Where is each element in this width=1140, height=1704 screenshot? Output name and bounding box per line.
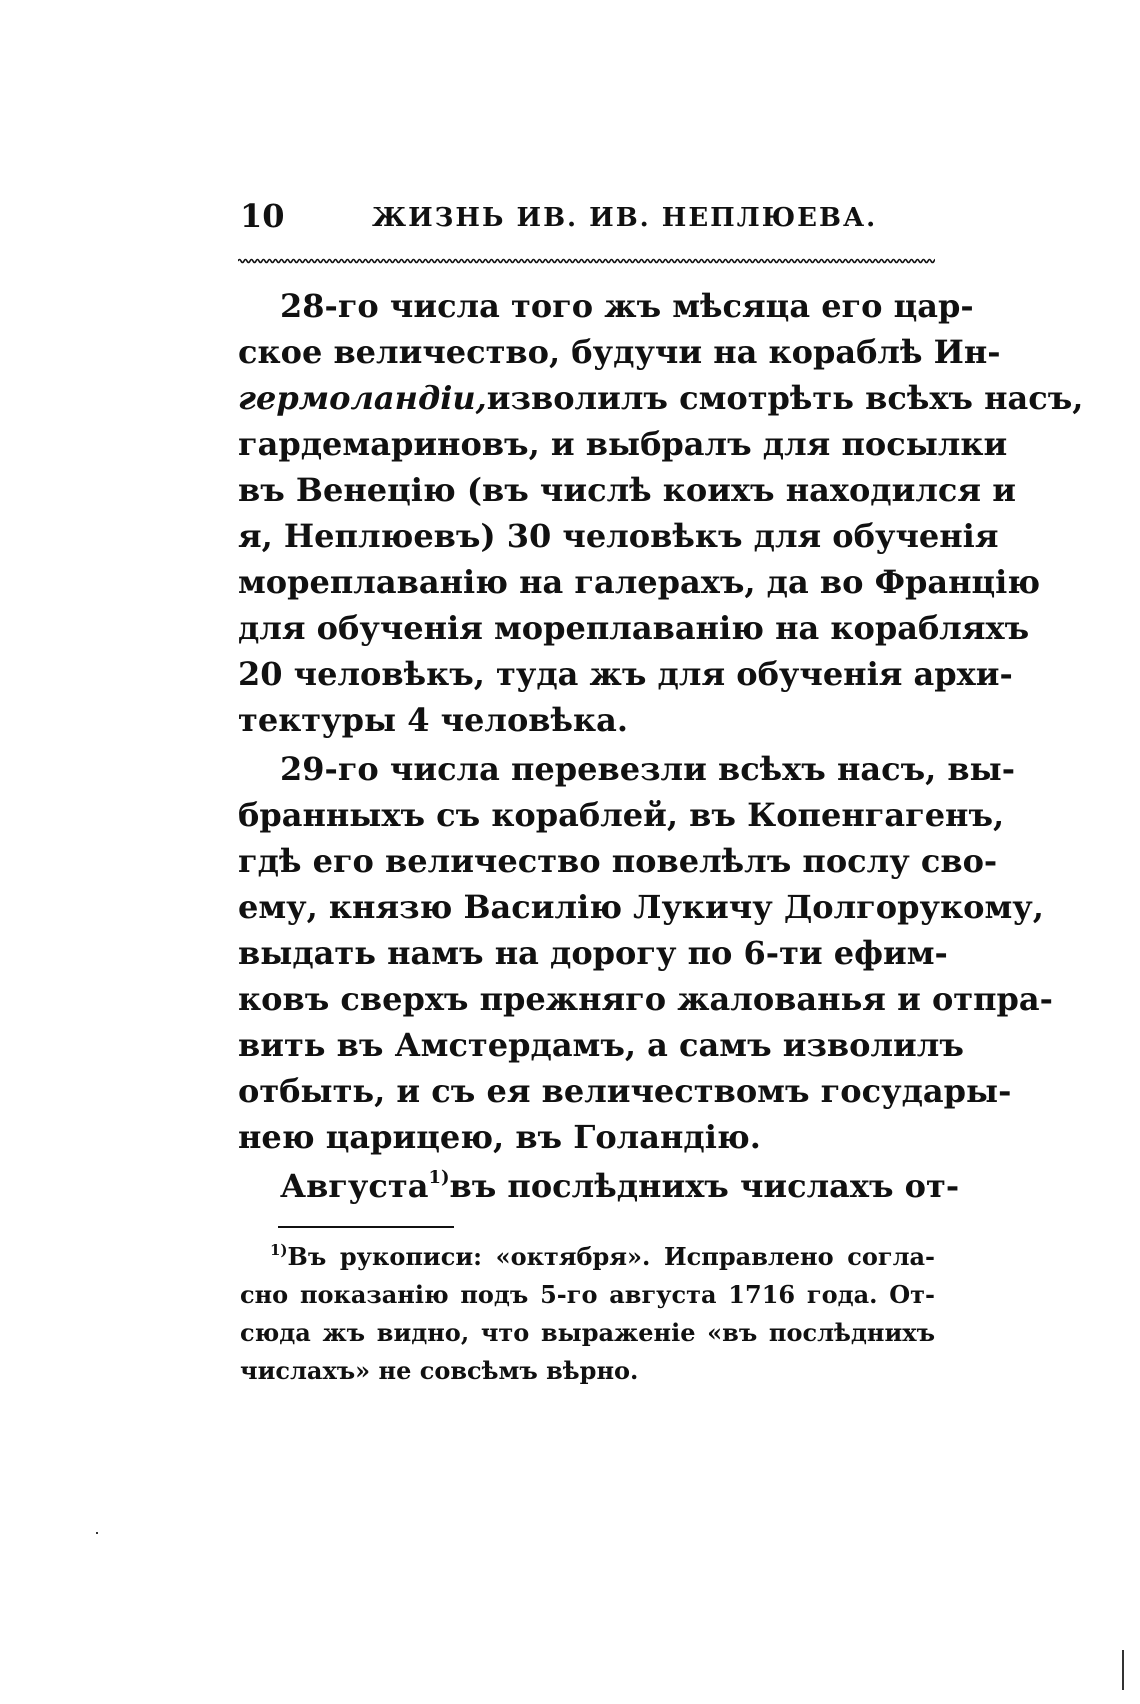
running-title: ЖИЗНЬ ИВ. ИВ. НЕПЛЮЕВА. (372, 203, 878, 233)
text-segment: въ послѣднихъ числахъ от- (449, 1167, 960, 1205)
text-line (238, 1163, 960, 1209)
text-line: ему, князю Василію Лукичу Долгорукому, (238, 888, 1044, 926)
text-line: гардемариновъ, и выбралъ для посылки (238, 425, 1008, 463)
footnote-line: сюда жъ видно, что выраженіе «въ послѣднихъ (240, 1318, 935, 1347)
italic-ship-name: гермоландіи, (238, 379, 487, 417)
footnote-text: Въ рукописи: «октября». Исправлено согла- (287, 1242, 935, 1271)
text-line: для обученія мореплаванію на корабляхъ (238, 609, 1030, 647)
footnote-separator (278, 1226, 454, 1228)
text-line: въ Венецію (въ числѣ коихъ находился и (238, 471, 1016, 509)
footnote-block (240, 1238, 935, 1390)
page-header (240, 196, 935, 246)
text-line: мореплаванію на галерахъ, да во Францію (238, 563, 1041, 601)
footnote-line: сно показанію подъ 5-го августа 1716 года. От- (240, 1280, 935, 1309)
main-text (238, 283, 1084, 1209)
text-line: 28-го числа того жъ мѣсяца его цар- (280, 287, 974, 325)
text-line: бранныхъ съ кораблей, въ Копенгагенъ, (238, 796, 1005, 834)
scan-edge-mark (1122, 1650, 1124, 1690)
text-segment: изволилъ смотрѣть всѣхъ насъ, (486, 379, 1084, 417)
text-line: нею царицею, въ Голандію. (238, 1118, 761, 1156)
text-segment: ское величество, будучи на кораблѣ Ин- (238, 333, 1001, 371)
text-line: 20 человѣкъ, туда жъ для обученія архи- (238, 655, 1013, 693)
header-wavy-rule (238, 256, 935, 266)
text-line (238, 329, 1001, 375)
text-line: тектуры 4 человѣка. (238, 701, 629, 739)
footnote-reference[interactable]: 1) (428, 1167, 450, 1188)
text-line: гдѣ его величество повелѣлъ послу сво- (238, 842, 998, 880)
text-segment: Августа (280, 1167, 429, 1205)
scan-speck (96, 1532, 98, 1534)
text-line: 29-го числа перевезли всѣхъ насъ, вы- (280, 750, 1015, 788)
text-line: вить въ Амстердамъ, а самъ изволилъ (238, 1026, 964, 1064)
footnote-marker: 1) (270, 1241, 288, 1259)
footnote-line: числахъ» не совсѣмъ вѣрно. (240, 1356, 639, 1385)
text-line (238, 375, 1084, 421)
text-line: отбыть, и съ ея величествомъ государы- (238, 1072, 1012, 1110)
text-line: выдать намъ на дорогу по 6-ти ефим- (238, 934, 948, 972)
page-number: 10 (240, 197, 285, 235)
text-line: ковъ сверхъ прежняго жалованья и отпра- (238, 980, 1053, 1018)
text-line: я, Неплюевъ) 30 человѣкъ для обученія (238, 517, 999, 555)
footnote-line (240, 1238, 935, 1276)
